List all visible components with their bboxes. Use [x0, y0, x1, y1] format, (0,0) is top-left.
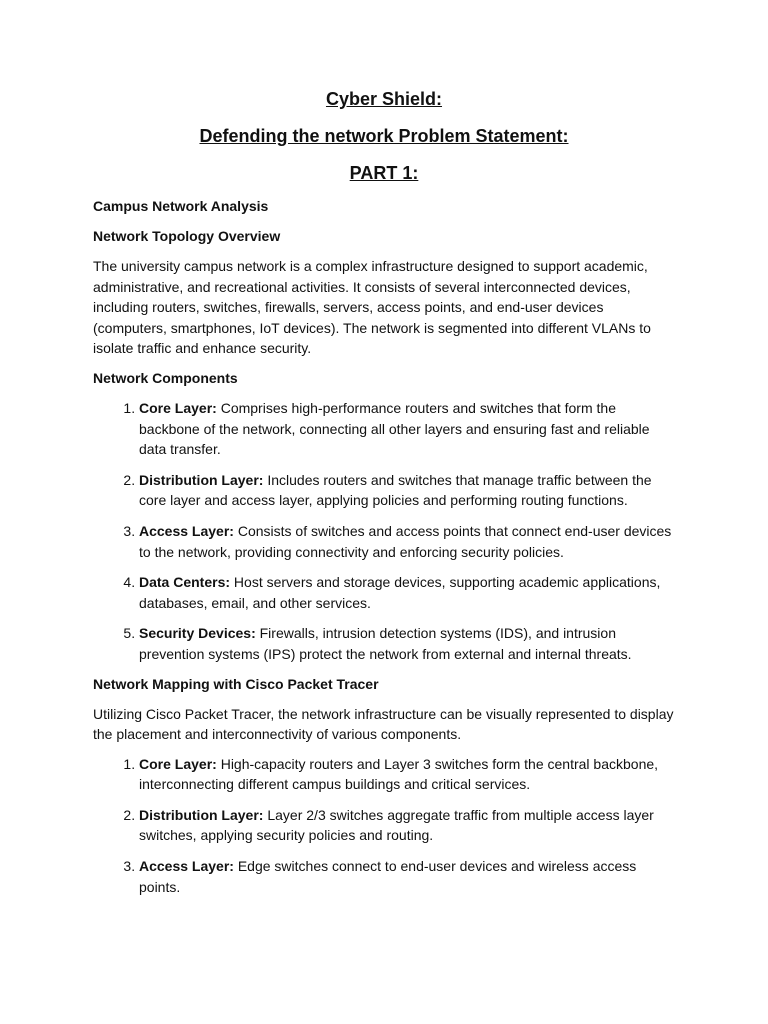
document-page	[93, 86, 675, 906]
mapping-list	[93, 754, 675, 898]
list-item	[139, 856, 675, 897]
list-item-text: Firewalls, intrusion detection systems (IDS), and intrusion prevention systems (IPS) protect the network from external and internal threats.	[139, 625, 632, 662]
mapping-paragraph: Utilizing Cisco Packet Tracer, the network infrastructure can be visually represented to display the placement and interconnectivity of various components.	[93, 705, 674, 743]
list-item-term: Security Devices:	[139, 625, 256, 642]
document-title: Cyber Shield:	[325, 89, 443, 109]
list-item-term: Core Layer:	[139, 755, 217, 772]
list-item-term: Core Layer:	[139, 399, 217, 416]
components-list	[93, 398, 675, 665]
list-item-text: Layer 2/3 switches aggregate traffic from multiple access layer switches, applying security policies and routing.	[139, 806, 654, 844]
topology-paragraph: The university campus network is a complex infrastructure designed to support academic, administrative, and recreational activities. It consists of several interconnected devices, including routers, switches, firewalls, servers, access points, and end-user devices (computers, smartphones, IoT devices). The network is segmented into different VLANs to isolate traffic and enhance security.	[93, 258, 651, 357]
list-item-text: Host servers and storage devices, supporting academic applications, databases, email, and other services.	[139, 574, 661, 611]
section-heading-campus: Campus Network Analysis	[93, 198, 269, 214]
list-item	[139, 398, 675, 460]
list-item-term: Distribution Layer:	[139, 471, 264, 488]
list-item-text: Comprises high-performance routers and switches that form the backbone of the network, connecting all other layers and ensuring fast and reliable data transfer.	[139, 399, 650, 458]
list-item	[139, 521, 675, 562]
section-heading-mapping: Network Mapping with Cisco Packet Tracer	[93, 675, 379, 692]
part-heading: PART 1:	[349, 163, 419, 183]
list-item-term: Access Layer:	[139, 858, 234, 875]
list-item-term: Distribution Layer:	[139, 806, 264, 823]
list-item-text: Includes routers and switches that manage traffic between the core layer and access layer, applying policies and performing routing functions.	[139, 471, 652, 509]
section-heading-components: Network Components	[93, 369, 238, 386]
list-item-text: Consists of switches and access points that connect end-user devices to the network, providing connectivity and enforcing security policies.	[139, 522, 672, 560]
section-heading-topology: Network Topology Overview	[93, 228, 281, 244]
list-item	[139, 470, 675, 511]
list-item	[139, 754, 675, 795]
list-item	[139, 572, 675, 613]
document-subtitle: Defending the network Problem Statement:	[199, 126, 569, 146]
list-item-term: Data Centers:	[139, 574, 231, 591]
list-item	[139, 805, 675, 846]
list-item-text: High-capacity routers and Layer 3 switches form the central backbone, interconnecting different campus buildings and critical services.	[139, 755, 659, 793]
list-item-term: Access Layer:	[139, 522, 234, 539]
list-item-text: Edge switches connect to end-user devices and wireless access points.	[139, 858, 637, 895]
list-item	[139, 623, 675, 664]
